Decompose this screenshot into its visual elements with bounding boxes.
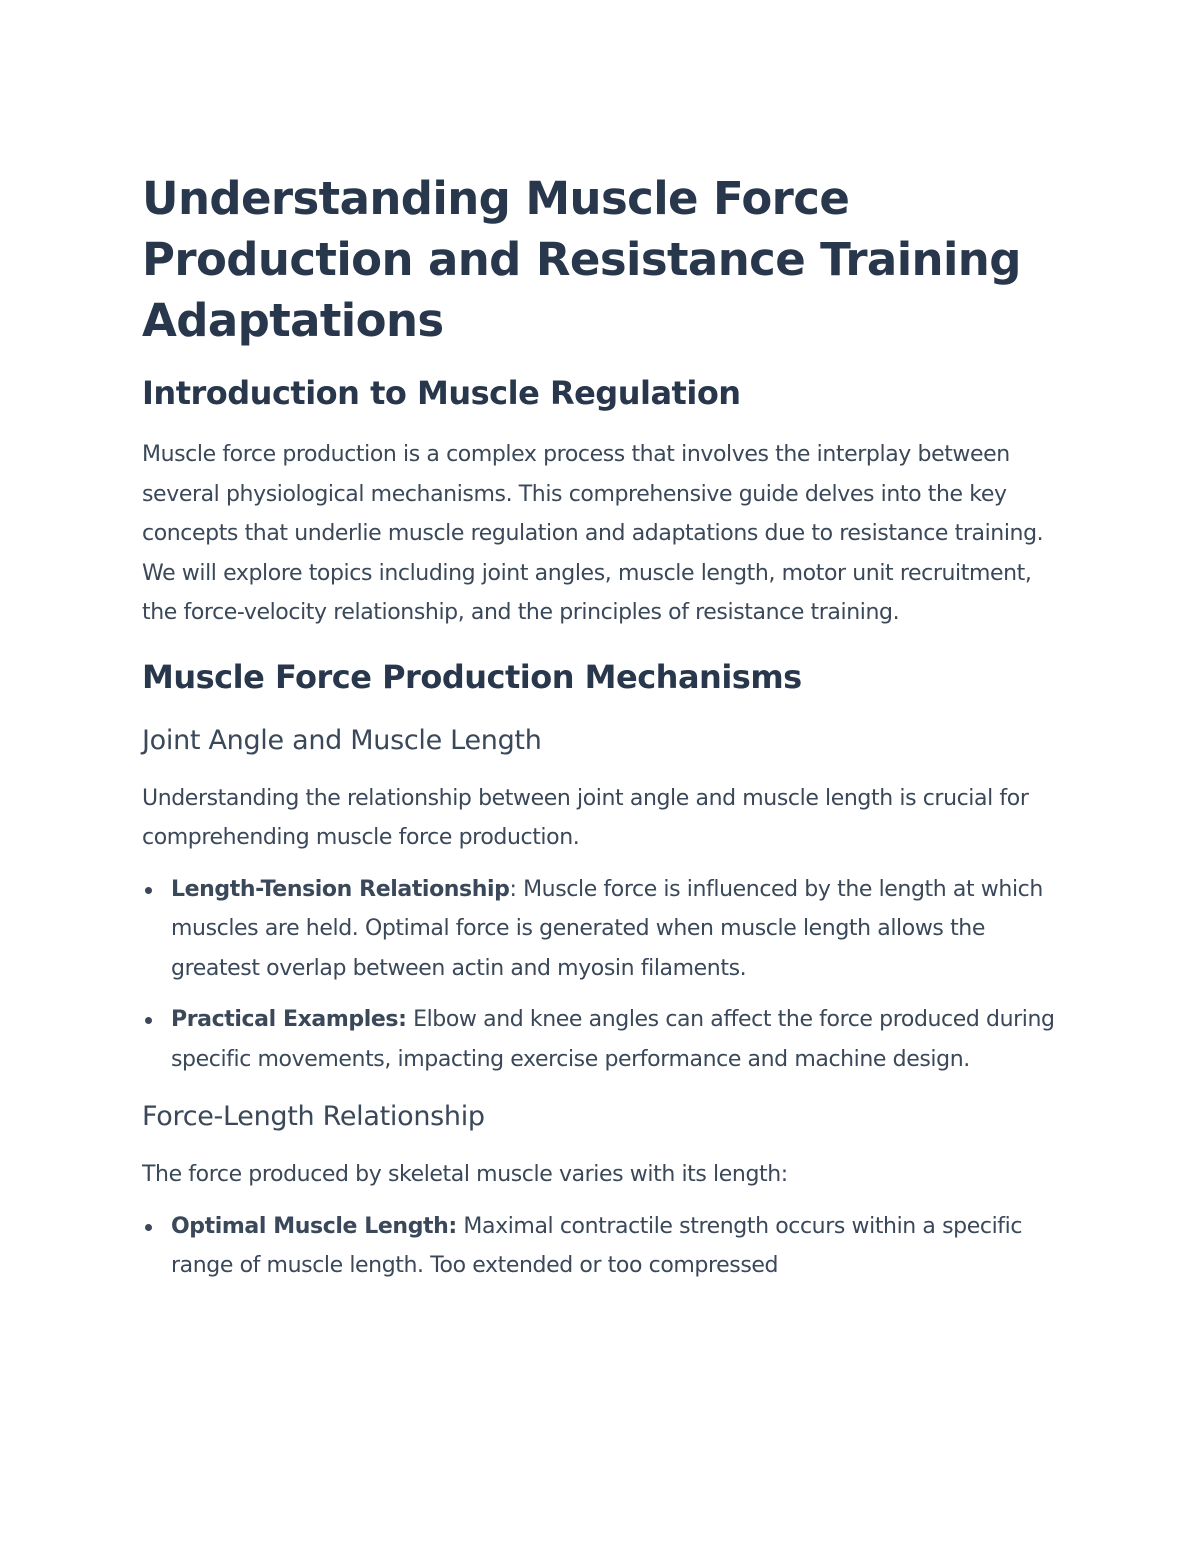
- bullet-term: Length-Tension Relationship: [171, 876, 510, 902]
- bullet-term: Practical Examples:: [171, 1007, 407, 1032]
- force-length-paragraph: The force produced by skeletal muscle varies with its length:: [142, 1162, 788, 1187]
- section-heading-mechanisms: Muscle Force Production Mechanisms: [142, 657, 802, 696]
- bullet-dot-icon: [145, 1224, 152, 1231]
- document-title: Understanding Muscle Force Production and Resistance Training Adaptations: [142, 172, 1021, 347]
- bullet-text: : Muscle force is influenced by the length at which muscles are held. Optimal force is generated when muscle length allows the greatest overlap between actin and myosin filaments.: [171, 876, 1043, 981]
- joint-angle-paragraph: Understanding the relationship between joint angle and muscle length is crucial for comprehending muscle force production.: [142, 785, 1029, 850]
- bullet-term: Optimal Muscle Length:: [171, 1213, 457, 1239]
- list-item: [142, 1207, 1062, 1286]
- list-item: [142, 1000, 1062, 1079]
- list-item: [142, 870, 1062, 989]
- bullet-text: Maximal contractile strength occurs within a specific range of muscle length. Too extended or too compressed: [171, 1213, 1023, 1278]
- joint-angle-bullet-list: [142, 870, 1062, 1080]
- bullet-text: Elbow and knee angles can affect the force produced during specific movements, impacting exercise performance and machine design.: [171, 1007, 1055, 1072]
- subsection-heading-joint-angle: Joint Angle and Muscle Length: [142, 724, 542, 756]
- introduction-paragraph: Muscle force production is a complex process that involves the interplay between several physiological mechanisms. This comprehensive guide delves into the key concepts that underlie muscle regulation and adaptations due to resistance training. We will explore topics including joint angles, muscle length, motor unit recruitment, the force-velocity relationship, and the principles of resistance training.: [142, 442, 1044, 625]
- document-page: [142, 168, 1062, 1286]
- bullet-dot-icon: [145, 887, 152, 894]
- section-heading-introduction: Introduction to Muscle Regulation: [142, 374, 741, 412]
- force-length-bullet-list: [142, 1207, 1062, 1286]
- subsection-heading-force-length: Force-Length Relationship: [142, 1101, 485, 1132]
- bullet-dot-icon: [145, 1017, 152, 1024]
